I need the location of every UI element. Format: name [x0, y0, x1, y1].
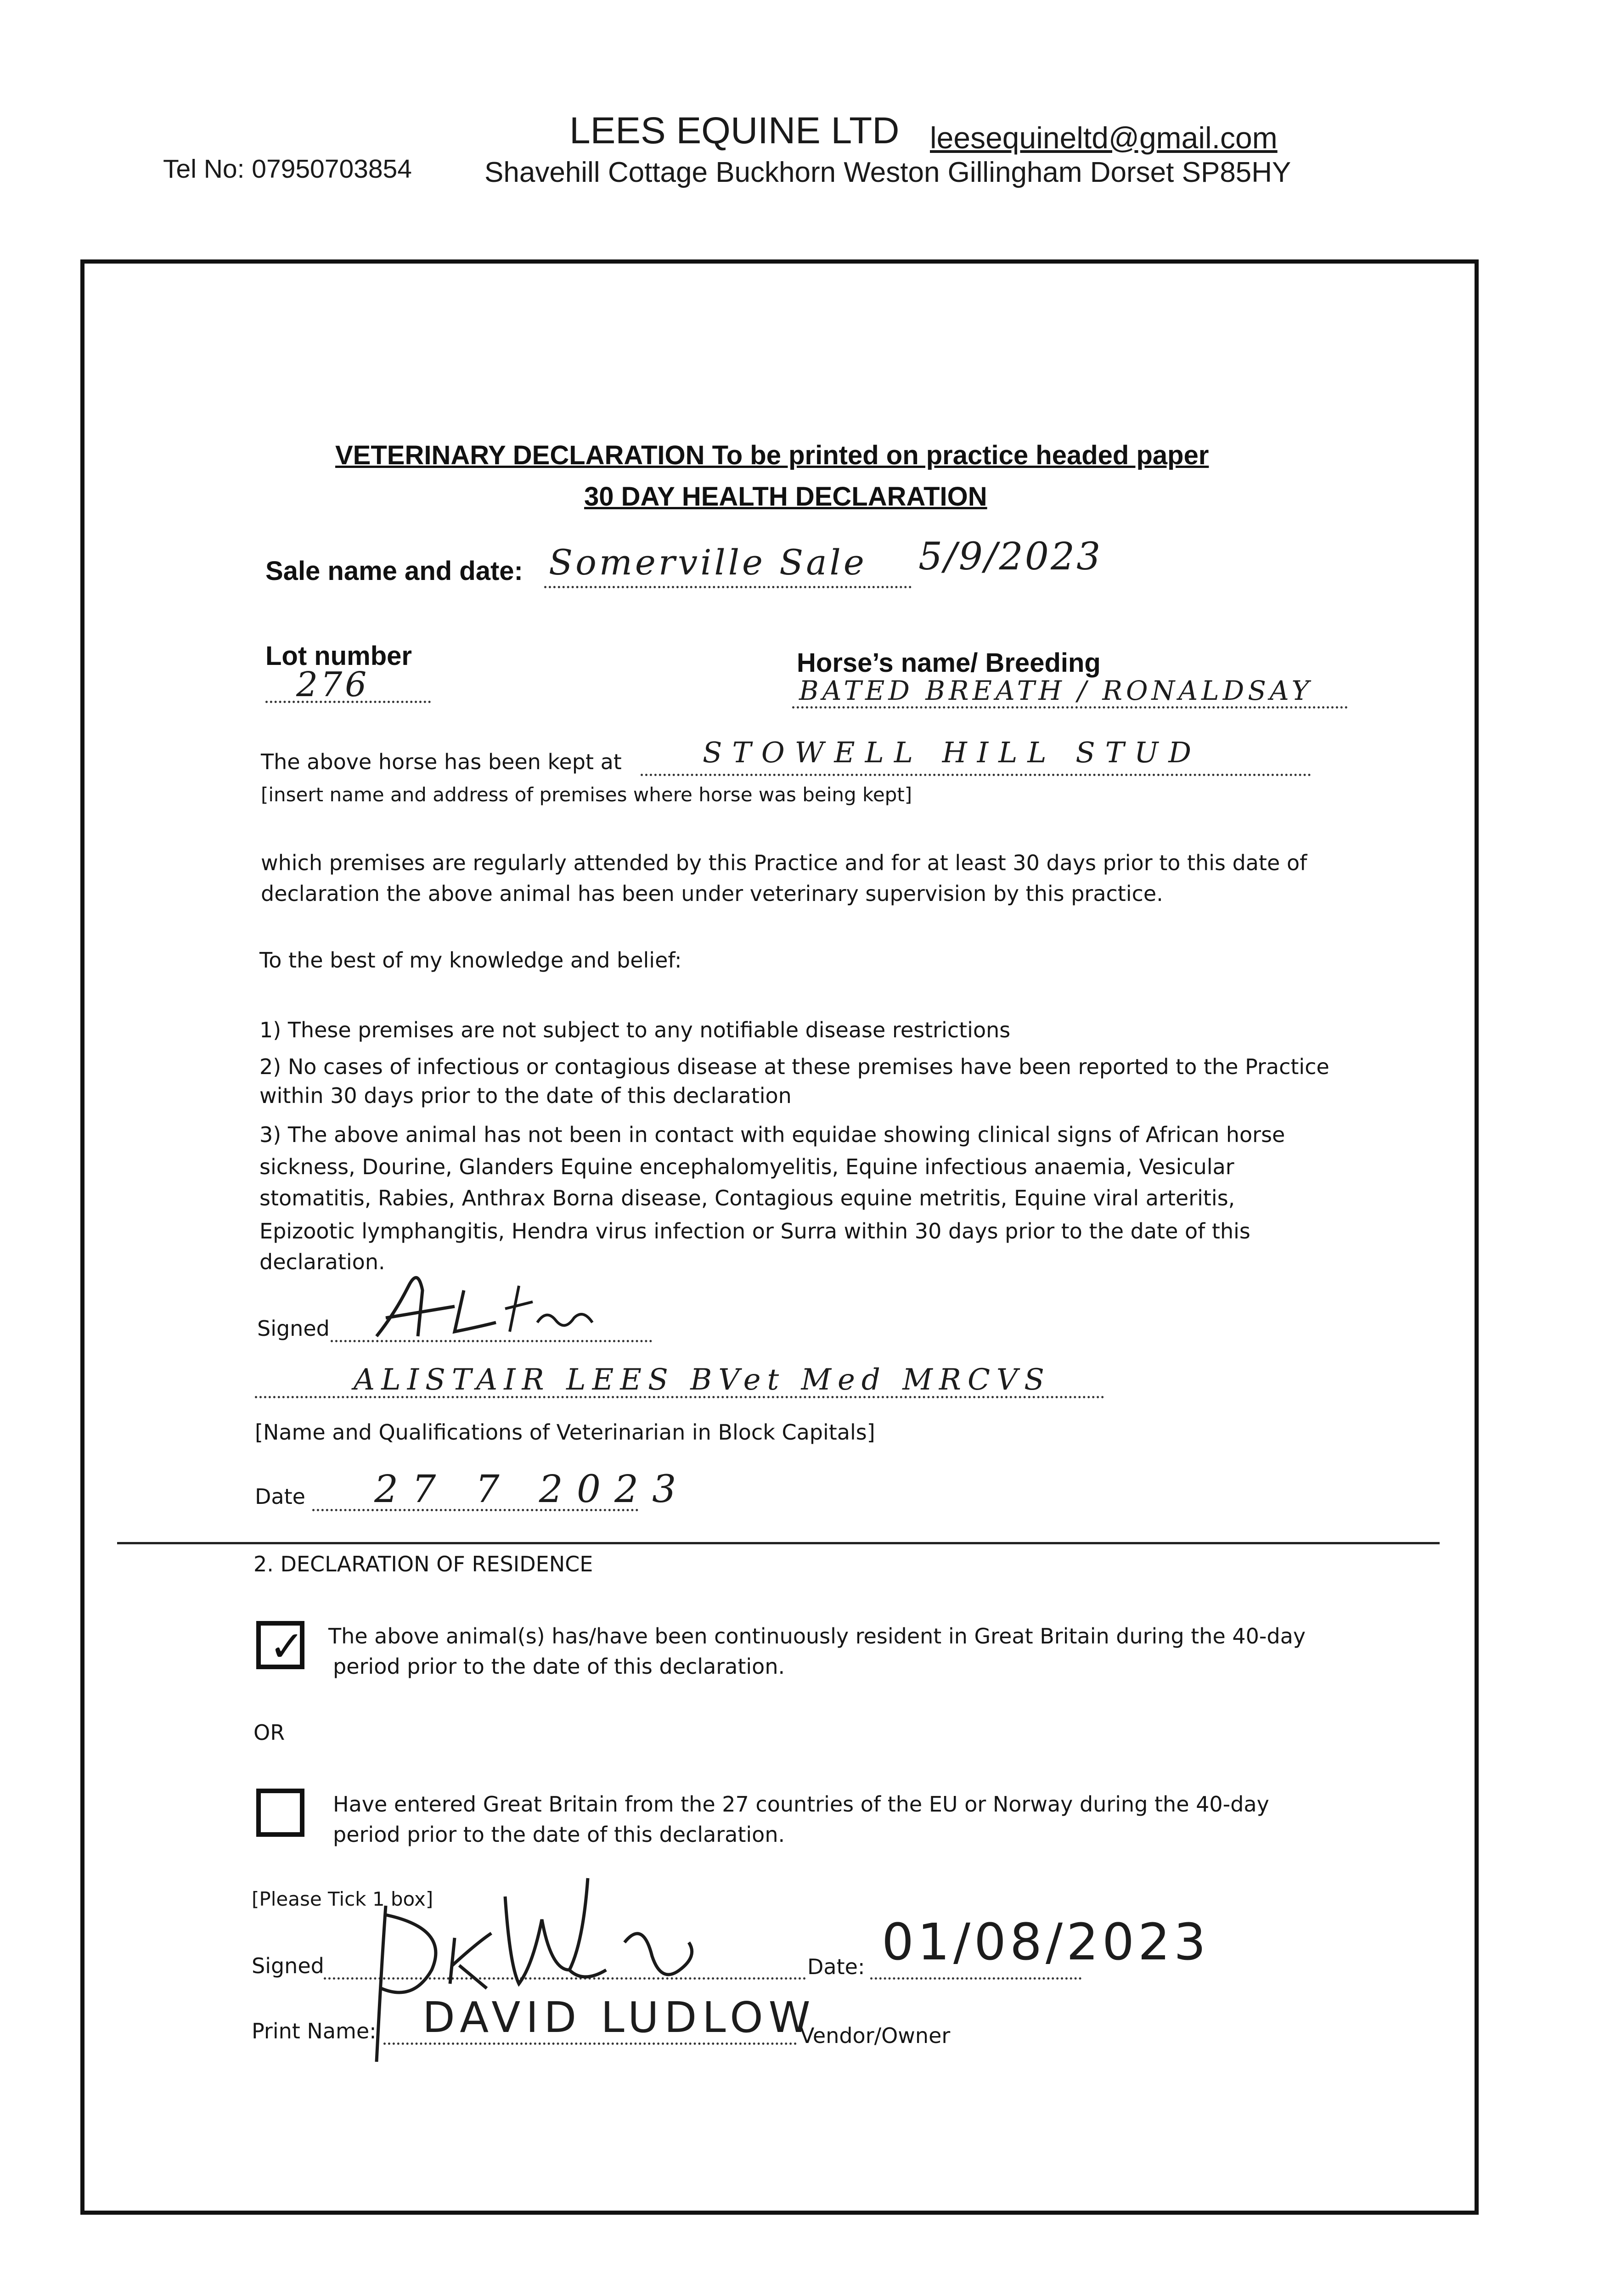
option-1-line-2: period prior to the date of this declaration.: [333, 1654, 785, 1679]
print-name-label: Print Name:: [252, 2019, 377, 2043]
kept-value: STOWELL HILL STUD: [703, 736, 1202, 769]
vendor-date-label: Date:: [807, 1954, 865, 1979]
company-tel: Tel No: 07950703854: [163, 154, 412, 184]
option-2-line-1: Have entered Great Britain from the 27 countries of the EU or Norway during the 40-day: [333, 1792, 1269, 1817]
residence-heading: 2. DECLARATION OF RESIDENCE: [253, 1552, 593, 1576]
tick-note: [Please Tick 1 box]: [252, 1888, 433, 1910]
kept-label: The above horse has been kept at: [261, 749, 622, 774]
sale-label: Sale name and date:: [265, 556, 523, 586]
print-name-value: DAVID LUDLOW: [422, 1993, 816, 2042]
item-2-line-2: within 30 days prior to the date of this declaration: [259, 1083, 792, 1108]
item-2-line-1: 2) No cases of infectious or contagious disease at these premises have been reported to the Practice: [259, 1054, 1329, 1079]
belief-text: To the best of my knowledge and belief:: [259, 948, 682, 973]
item-1: 1) These premises are not subject to any notifiable disease restrictions: [259, 1018, 1011, 1042]
vet-signed-label: Signed: [257, 1316, 330, 1341]
company-email[interactable]: leesequineltd@gmail.com: [930, 121, 1278, 155]
vendor-owner-label: Vendor/Owner: [800, 2023, 951, 2048]
company-name: LEES EQUINE LTD: [569, 110, 900, 152]
lot-value: 276: [296, 665, 370, 704]
vet-date-label: Date: [255, 1484, 305, 1509]
vet-name-hint: [Name and Qualifications of Veterinarian in Block Capitals]: [255, 1420, 875, 1445]
sale-date-value: 5/9/2023: [918, 535, 1103, 579]
vet-name-value: ALISTAIR LEES BVet Med MRCVS: [354, 1363, 1051, 1397]
option-2-line-2: period prior to the date of this declaration.: [333, 1822, 785, 1847]
supervision-line-2: declaration the above animal has been under veterinary supervision by this practice.: [261, 881, 1163, 906]
or-label: OR: [253, 1720, 285, 1745]
vet-signature: [367, 1258, 606, 1348]
item-3-line-5: declaration.: [259, 1249, 385, 1274]
section-divider: [117, 1542, 1440, 1544]
vet-date-value: 27 7 2023: [374, 1468, 690, 1511]
vendor-date-value: 01/08/2023: [882, 1913, 1210, 1971]
item-3-line-1: 3) The above animal has not been in contact with equidae showing clinical signs of African horse: [259, 1122, 1285, 1147]
vendor-signed-label: Signed: [252, 1953, 324, 1978]
item-3-line-4: Epizootic lymphangitis, Hendra virus infection or Surra within 30 days prior to the date of this: [259, 1219, 1250, 1244]
entered-gb-checkbox[interactable]: [256, 1789, 304, 1837]
horse-label: Horse’s name/ Breeding: [797, 648, 1101, 678]
resident-gb-checkbox[interactable]: [256, 1621, 304, 1669]
form-subtitle: 30 DAY HEALTH DECLARATION: [584, 482, 987, 512]
checkmark-icon: ✓: [269, 1622, 305, 1671]
lot-label: Lot number: [265, 641, 412, 671]
kept-hint: [insert name and address of premises where horse was being kept]: [261, 783, 912, 806]
form-title: VETERINARY DECLARATION To be printed on practice headed paper: [335, 440, 1209, 470]
company-address: Shavehill Cottage Buckhorn Weston Gillingham Dorset SP85HY: [484, 157, 1291, 188]
supervision-line-1: which premises are regularly attended by this Practice and for at least 30 days prior to this date of: [261, 850, 1307, 875]
horse-value: BATED BREATH / RONALDSAY: [799, 675, 1313, 706]
item-3-line-3: stomatitis, Rabies, Anthrax Borna disease, Contagious equine metritis, Equine viral arteritis,: [259, 1186, 1235, 1210]
sale-name-value: Somerville Sale: [549, 542, 867, 583]
item-3-line-2: sickness, Dourine, Glanders Equine encephalomyelitis, Equine infectious anaemia, Vesicular: [259, 1154, 1234, 1179]
option-1-line-1: The above animal(s) has/have been continuously resident in Great Britain during the 40-day: [328, 1624, 1306, 1649]
